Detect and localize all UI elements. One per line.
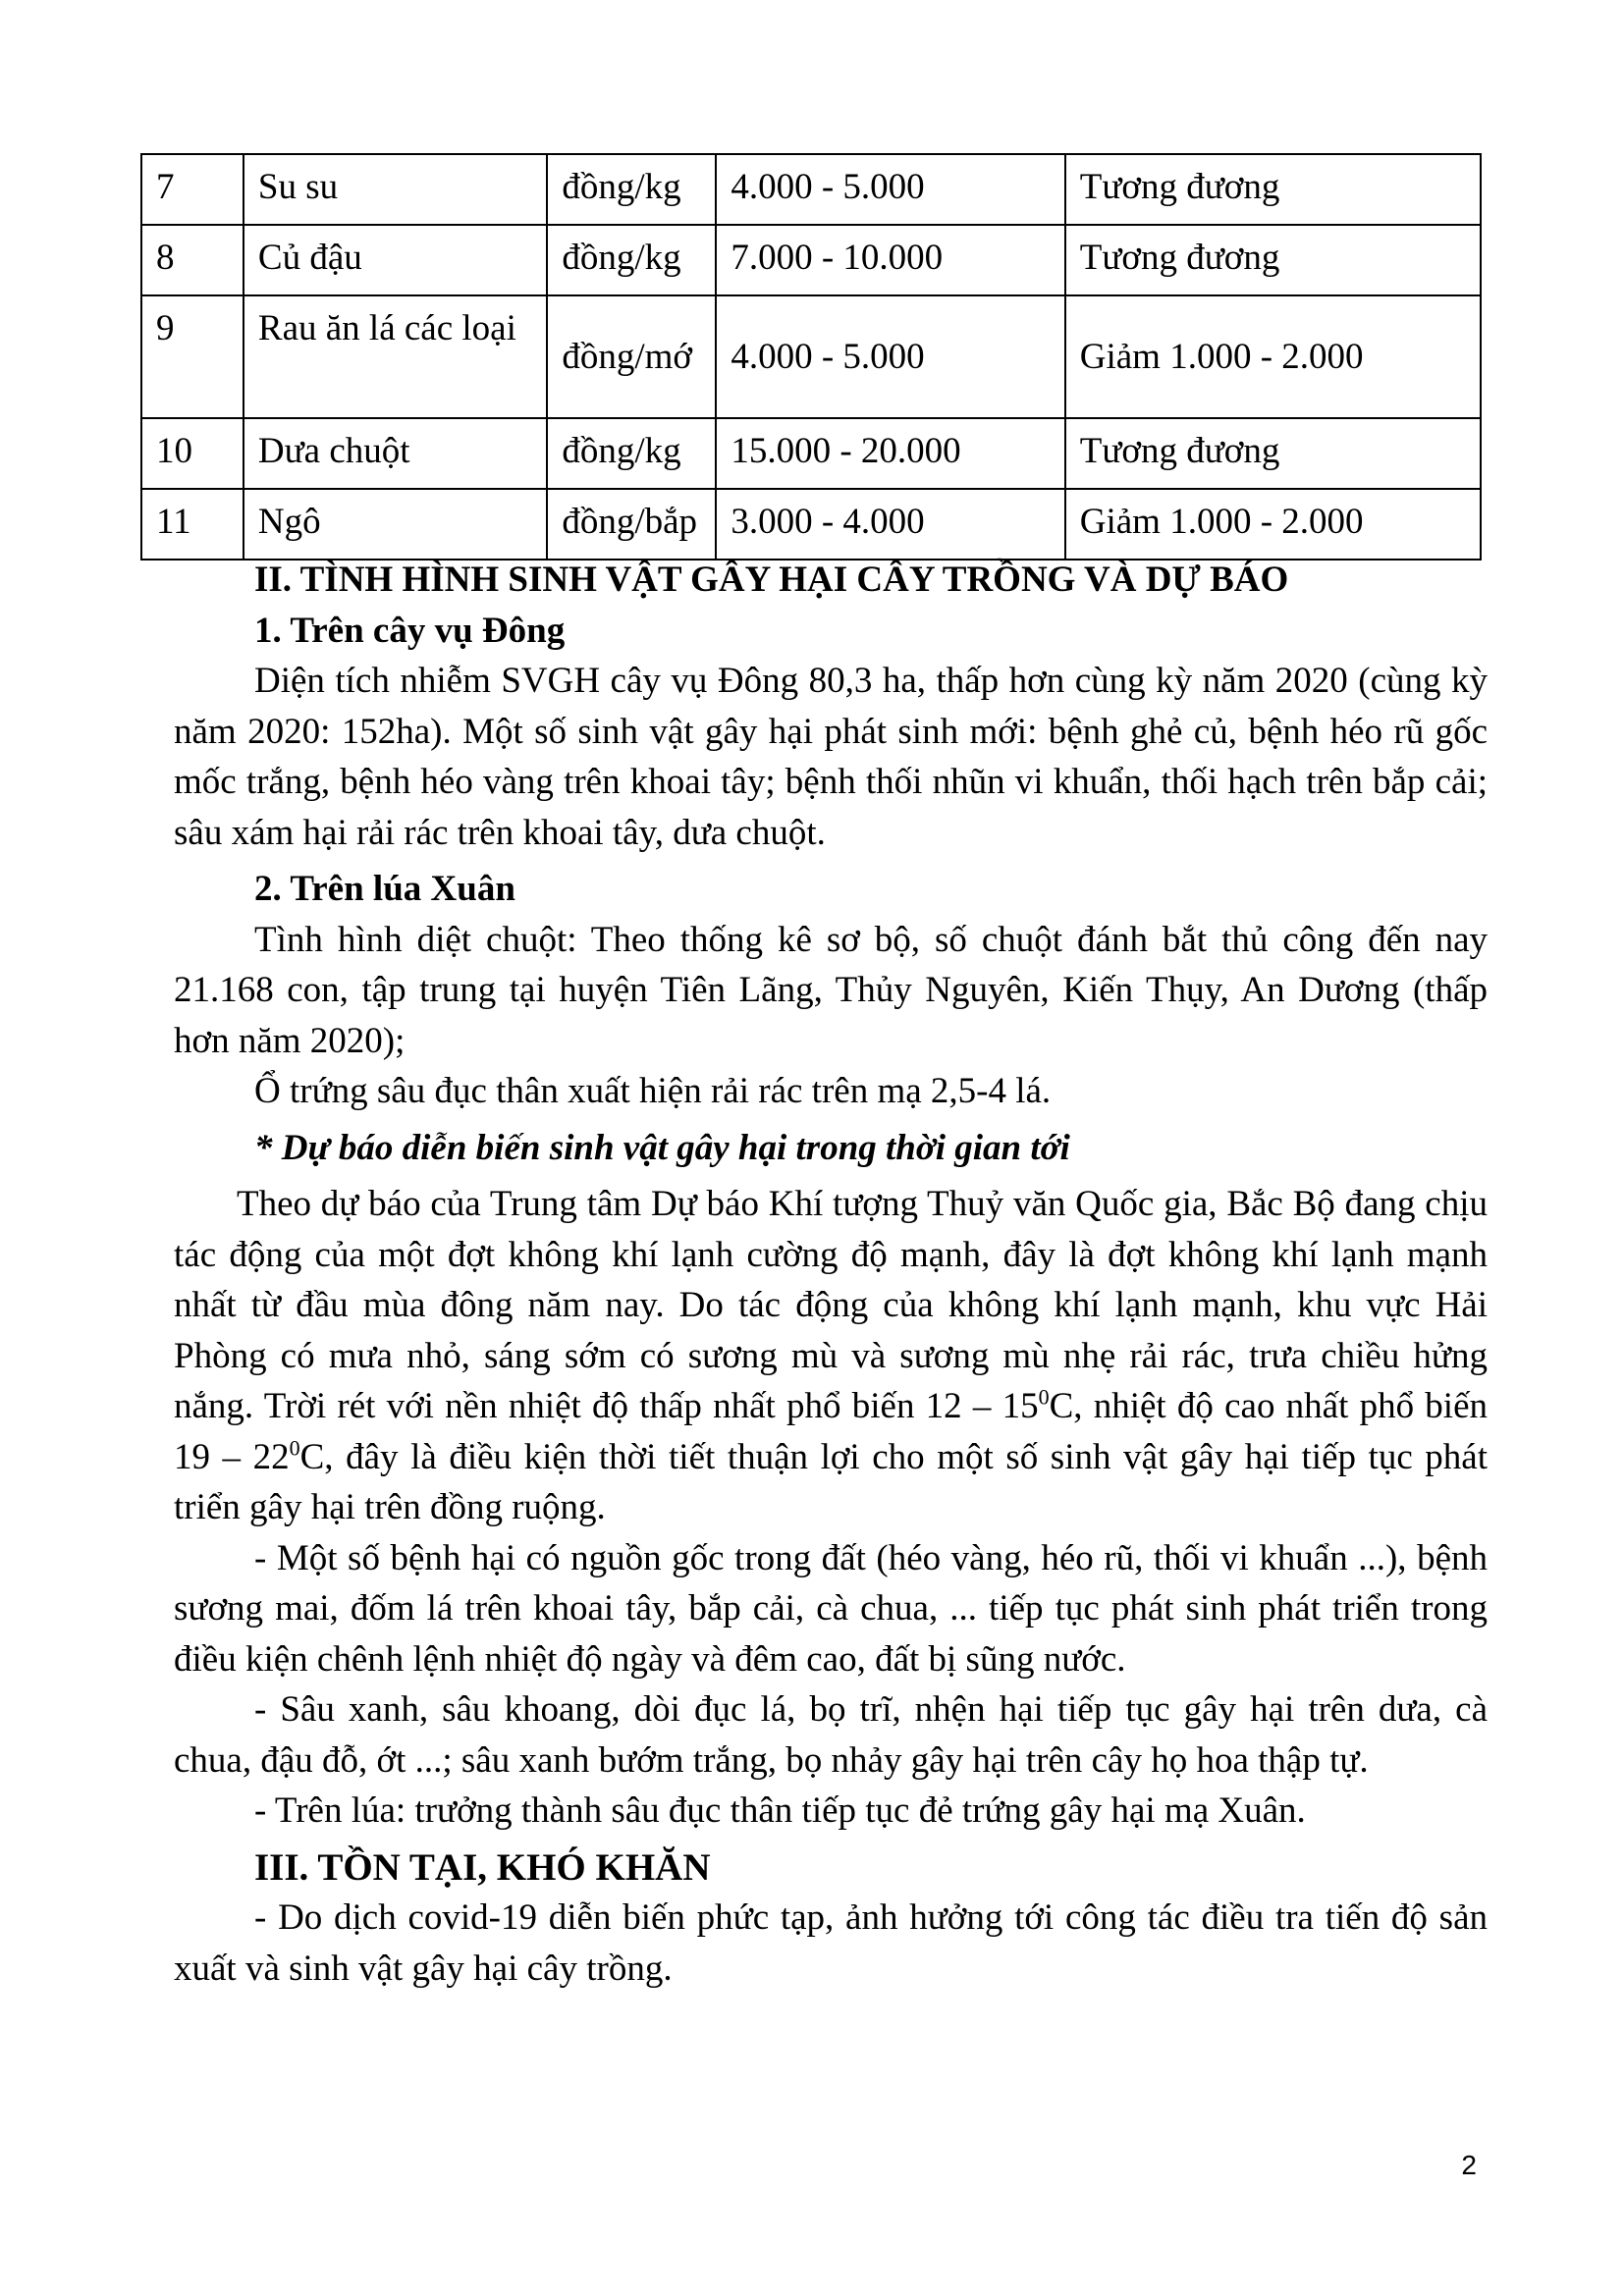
row-number: 8 — [141, 225, 244, 295]
subsection-2-heading: 2. Trên lúa Xuân — [254, 869, 515, 909]
price-range: 4.000 - 5.000 — [716, 154, 1064, 225]
product-name: Su su — [244, 154, 547, 225]
rat-control-paragraph: Tình hình diệt chuột: Theo thống kê sơ bộ, số chuột đánh bắt thủ công đến nay 21.168 con, tập trung tại huyện Tiên Lãng, Thủy Nguyên, Kiến Thụy, An Dương (thấp hơn năm 2020); — [174, 919, 1488, 1061]
section-3-bullet-1: - Do dịch covid-19 diễn biến phức tạp, ảnh hưởng tới công tác điều tra tiến độ sản xuất và sinh vật gây hại cây trồng. — [174, 1897, 1488, 1989]
unit: đồng/kg — [547, 154, 716, 225]
degree-superscript: 0 — [289, 1435, 300, 1461]
table-row — [141, 489, 1481, 560]
price-change: Tương đương — [1065, 225, 1481, 295]
product-name: Dưa chuột — [244, 418, 547, 489]
subsection-1-heading: 1. Trên cây vụ Đông — [254, 610, 566, 651]
forecast-heading: * Dự báo diễn biến sinh vật gây hại trong thời gian tới — [254, 1127, 1070, 1168]
unit: đồng/kg — [547, 225, 716, 295]
unit: đồng/bắp — [547, 489, 716, 560]
row-number: 11 — [141, 489, 244, 560]
price-change: Tương đương — [1065, 154, 1481, 225]
product-name: Rau ăn lá các loại — [244, 295, 547, 418]
forecast-bullet-2: - Sâu xanh, sâu khoang, dòi đục lá, bọ trĩ, nhện hại tiếp tục gây hại trên dưa, cà chua, đậu đỗ, ớt ...; sâu xanh bướm trắng, bọ nhảy gây hại trên cây họ hoa thập tự. — [174, 1689, 1488, 1781]
unit: đồng/mớ — [547, 295, 716, 418]
unit: đồng/kg — [547, 418, 716, 489]
table-row — [141, 295, 1481, 418]
price-range: 3.000 - 4.000 — [716, 489, 1064, 560]
product-name: Ngô — [244, 489, 547, 560]
row-number: 9 — [141, 295, 244, 418]
product-name: Củ đậu — [244, 225, 547, 295]
row-number: 7 — [141, 154, 244, 225]
stem-borer-paragraph: Ổ trứng sâu đục thân xuất hiện rải rác trên mạ 2,5-4 lá. — [254, 1071, 1052, 1111]
price-range: 4.000 - 5.000 — [716, 295, 1064, 418]
table-row — [141, 225, 1481, 295]
table-row — [141, 418, 1481, 489]
forecast-text-b: C, nhiệt độ cao nhất phổ biến 19 – 22 — [174, 1386, 1488, 1477]
price-change: Tương đương — [1065, 418, 1481, 489]
price-range: 15.000 - 20.000 — [716, 418, 1064, 489]
section-3-heading: III. TỒN TẠI, KHÓ KHĂN — [254, 1845, 711, 1889]
price-change: Giảm 1.000 - 2.000 — [1065, 295, 1481, 418]
price-change: Giảm 1.000 - 2.000 — [1065, 489, 1481, 560]
table-row — [141, 154, 1481, 225]
forecast-text-a: Theo dự báo của Trung tâm Dự báo Khí tượng Thuỷ văn Quốc gia, Bắc Bộ đang chịu tác động của một đợt không khí lạnh cường độ mạnh, đây là đợt không khí lạnh mạnh nhất từ đầu mùa đông năm nay. Do tác động của không khí lạnh mạnh, khu vực Hải Phòng có mưa nhỏ, sáng sớm có sương mù và sương mù nhẹ rải rác, trưa chiều hửng nắng. Trời rét với nền nhiệt độ thấp nhất phổ biến 12 – 15 — [174, 1184, 1488, 1426]
forecast-bullet-1: - Một số bệnh hại có nguồn gốc trong đất (héo vàng, héo rũ, thối vi khuẩn ...), bệnh sương mai, đốm lá trên khoai tây, bắp cải, cà chua, ... tiếp tục phát sinh phát triển trong điều kiện chênh lệnh nhiệt độ ngày và đêm cao, đất bị sũng nước. — [174, 1537, 1488, 1680]
document-body — [174, 555, 1488, 1994]
forecast-bullet-3: - Trên lúa: trưởng thành sâu đục thân tiếp tục đẻ trứng gây hại mạ Xuân. — [254, 1790, 1306, 1831]
subsection-1-paragraph: Diện tích nhiễm SVGH cây vụ Đông 80,3 ha, thấp hơn cùng kỳ năm 2020 (cùng kỳ năm 2020: 152ha). Một số sinh vật gây hại phát sinh mới: bệnh ghẻ củ, bệnh héo rũ gốc mốc trắng, bệnh héo vàng trên khoai tây; bệnh thối nhũn vi khuẩn, thối hạch trên bắp cải; sâu xám hại rải rác trên khoai tây, dưa chuột. — [174, 661, 1488, 853]
row-number: 10 — [141, 418, 244, 489]
forecast-text-c: C, đây là điều kiện thời tiết thuận lợi cho một số sinh vật gây hại tiếp tục phát triển gây hại trên đồng ruộng. — [174, 1436, 1488, 1527]
forecast-paragraph — [174, 1179, 1488, 1533]
page-number: 2 — [1461, 2150, 1477, 2180]
section-2-heading: II. TÌNH HÌNH SINH VẬT GÂY HẠI CÂY TRỒNG VÀ DỰ BÁO — [254, 560, 1289, 600]
degree-superscript: 0 — [1038, 1384, 1050, 1410]
price-range: 7.000 - 10.000 — [716, 225, 1064, 295]
price-table — [140, 153, 1482, 561]
